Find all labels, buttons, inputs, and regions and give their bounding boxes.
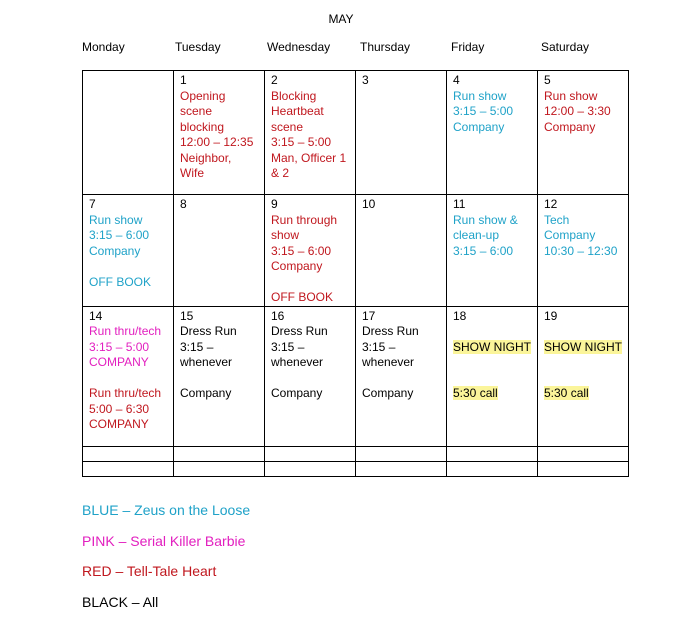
event-cast: Company [271, 259, 323, 273]
calendar-cell-may-15 [174, 306, 265, 446]
event-cast: Company [180, 386, 232, 400]
date-number: 11 [453, 197, 466, 211]
show-night-label: SHOW NIGHT [544, 339, 622, 354]
spacer [362, 371, 440, 387]
date-number: 3 [362, 73, 369, 87]
weekday-wednesday: Wednesday [267, 40, 331, 54]
calendar-cell-empty [174, 446, 265, 461]
event-time: 3:15 – [180, 339, 214, 354]
event-line: Dress Run [271, 324, 328, 338]
show-night-label: SHOW NIGHT [453, 339, 531, 354]
spacer [544, 355, 622, 371]
calendar-cell-may-16 [265, 306, 356, 446]
event-cast: Company [362, 386, 414, 400]
week-row-1 [83, 71, 629, 195]
event-line: Tech [544, 212, 570, 227]
event-line: Run show [453, 88, 507, 103]
date-number: 1 [180, 73, 187, 87]
event-time: whenever [180, 355, 233, 369]
event-line: Run through [271, 212, 338, 227]
event-time: 5:00 – 6:30 [89, 401, 150, 416]
calendar-cell-may-9 [265, 195, 356, 307]
event-cast: COMPANY [89, 417, 149, 431]
calendar-cell-empty [83, 71, 174, 195]
calendar-cell-may-7 [83, 195, 174, 307]
calendar-cell-may-5 [538, 71, 629, 195]
event-time: 12:00 – 12:35 [180, 135, 254, 149]
color-legend [82, 500, 250, 622]
calendar-cell-empty [265, 446, 356, 461]
calendar-cell-empty [265, 461, 356, 476]
event-time: 3:15 – [271, 339, 305, 354]
spacer [89, 259, 167, 275]
call-time-label: 5:30 call [544, 386, 589, 400]
event-line: clean-up [453, 228, 500, 242]
event-line: Opening scene [180, 88, 226, 118]
date-number: 18 [453, 308, 467, 323]
legend-red: RED – Tell-Tale Heart [82, 563, 217, 579]
date-number: 2 [271, 73, 278, 87]
calendar-cell-empty [447, 461, 538, 476]
weekday-friday: Friday [451, 40, 485, 54]
calendar-cell-empty [356, 461, 447, 476]
calendar-cell-empty [356, 446, 447, 461]
event-time: 3:15 – 5:00 [89, 339, 150, 354]
event-cast: Company [453, 119, 505, 134]
event-cast: Company [271, 386, 323, 400]
calendar-cell-may-19 [538, 306, 629, 446]
date-number: 7 [89, 197, 96, 211]
spacer [453, 324, 531, 340]
spacer [544, 324, 622, 340]
date-number: 16 [271, 308, 285, 323]
event-line: Dress Run [362, 324, 419, 338]
calendar-cell-may-8 [174, 195, 265, 307]
event-line: Blocking [271, 88, 317, 103]
event-line: Heartbeat [271, 104, 324, 118]
spacer [544, 371, 622, 387]
event-time: 3:15 – 5:00 [453, 104, 514, 118]
event-time: 3:15 – 6:00 [453, 243, 514, 258]
calendar-cell-may-11 [447, 195, 538, 307]
spacer [89, 371, 167, 387]
event-line: Dress Run [180, 324, 237, 338]
weekday-thursday: Thursday [360, 40, 411, 54]
calendar-cell-may-2 [265, 71, 356, 195]
calendar-cell-may-10 [356, 195, 447, 307]
spacer [180, 371, 258, 387]
month-title: MAY [328, 12, 354, 26]
date-number: 5 [544, 73, 551, 87]
event-time: 3:15 – 5:00 [271, 135, 332, 149]
event-time: 12:00 – 3:30 [544, 104, 611, 118]
week-row-4 [83, 446, 629, 461]
off-book-note: OFF BOOK [271, 290, 334, 304]
spacer [271, 371, 349, 387]
spacer [453, 371, 531, 387]
weekday-tuesday: Tuesday [175, 40, 221, 54]
event-time: 3:15 – 6:00 [271, 243, 332, 258]
event-line: Run thru/tech [89, 324, 162, 338]
weekday-saturday: Saturday [541, 40, 590, 54]
week-row-2 [83, 195, 629, 307]
calendar-cell-empty [538, 446, 629, 461]
calendar-cell-empty [447, 446, 538, 461]
calendar-grid [82, 70, 629, 477]
date-number: 17 [362, 308, 376, 323]
date-number: 12 [544, 197, 558, 211]
event-line: scene [271, 119, 304, 134]
event-line: Run show [544, 88, 598, 103]
event-time: 3:15 – [362, 339, 396, 354]
date-number: 19 [544, 308, 558, 323]
calendar-cell-may-4 [447, 71, 538, 195]
event-line: show [271, 228, 300, 242]
date-number: 10 [362, 197, 376, 211]
off-book-note: OFF BOOK [89, 274, 152, 289]
event-time: 10:30 – 12:30 [544, 243, 618, 258]
date-number: 4 [453, 73, 460, 87]
calendar-cell-empty [174, 461, 265, 476]
date-number: 14 [89, 308, 103, 323]
date-number: 8 [180, 197, 187, 211]
event-cast: Neighbor, Wife [180, 150, 232, 180]
event-cast: Company [544, 228, 596, 242]
event-cast: & 2 [271, 166, 290, 180]
weekday-monday: Monday [82, 40, 125, 54]
calendar-cell-may-12 [538, 195, 629, 307]
event-time: whenever [362, 355, 415, 369]
event-cast: Man, Officer 1 [271, 150, 347, 165]
event-cast: Company [544, 119, 596, 134]
calendar-cell-may-14 [83, 306, 174, 446]
legend-pink: PINK – Serial Killer Barbie [82, 532, 246, 549]
date-number: 9 [271, 197, 278, 211]
spacer [271, 275, 349, 291]
calendar-cell-may-18 [447, 306, 538, 446]
calendar-cell-empty [83, 461, 174, 476]
event-cast: Company [89, 243, 141, 258]
calendar-cell-may-17 [356, 306, 447, 446]
event-time: whenever [271, 355, 324, 369]
event-line: Run thru/tech [89, 386, 162, 400]
legend-blue: BLUE – Zeus on the Loose [82, 502, 251, 518]
event-line: Run show & [453, 212, 518, 227]
event-line: Run show [89, 212, 143, 227]
date-number: 15 [180, 308, 194, 323]
call-time-label: 5:30 call [453, 386, 498, 400]
calendar-cell-may-1 [174, 71, 265, 195]
week-row-5 [83, 461, 629, 476]
calendar-cell-may-3 [356, 71, 447, 195]
calendar-cell-empty [83, 446, 174, 461]
event-cast: COMPANY [89, 355, 149, 369]
spacer [453, 355, 531, 371]
legend-black: BLACK – All [82, 593, 159, 610]
week-row-3 [83, 306, 629, 446]
event-time: 3:15 – 6:00 [89, 228, 150, 242]
event-line: blocking [180, 119, 225, 134]
calendar-cell-empty [538, 461, 629, 476]
